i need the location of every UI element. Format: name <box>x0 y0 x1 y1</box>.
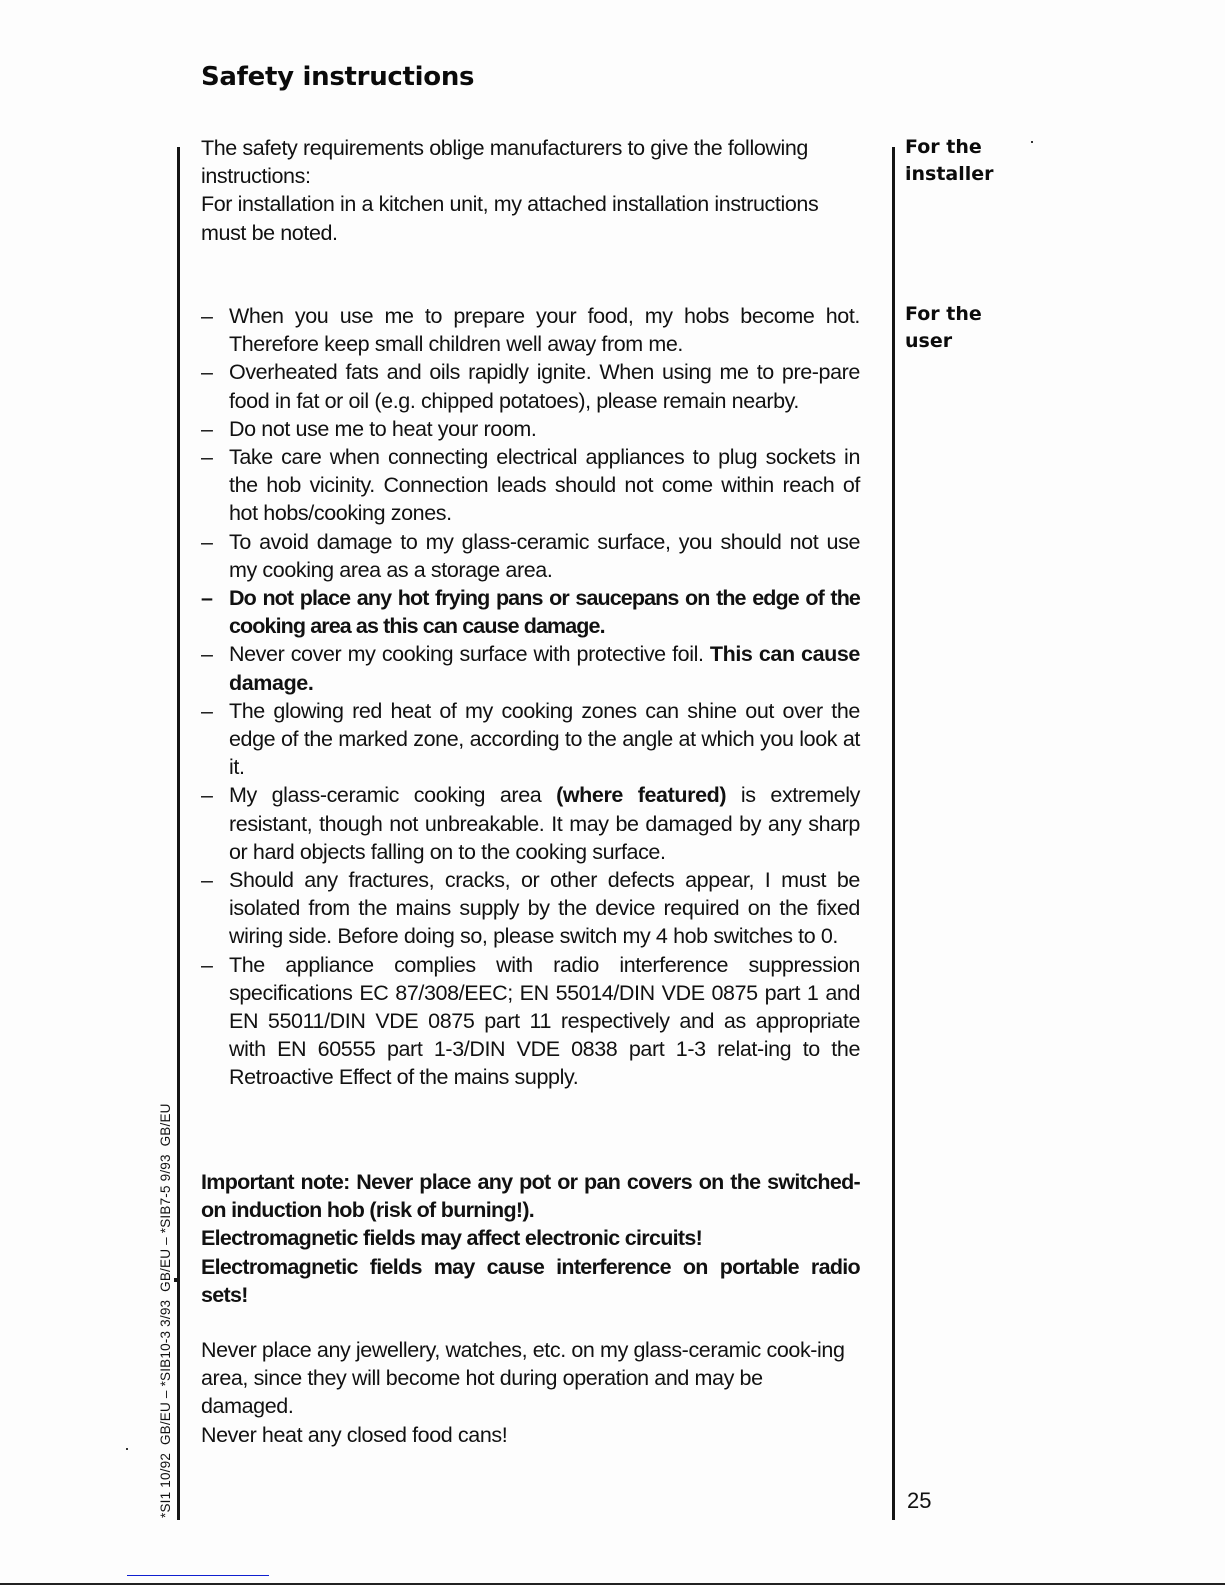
blue-underline-artifact <box>127 1575 269 1576</box>
closing-paragraph <box>201 1336 860 1449</box>
list-item: – The appliance complies with radio interference suppression specifications EC 87/308/EEC; EN 55014/DIN VDE 0875 part 1 and EN 55011/DIN VDE 0875 part 11 respectively and as appropriate with EN 60555 part 1-3/DIN VDE 0838 part 1-3 relat-ing to the Retroactive Effect of the mains supply. <box>201 952 860 1090</box>
safety-list <box>201 302 860 1092</box>
intro-line-requirements: The safety requirements oblige manufacturers to give the following instructions: <box>201 136 808 189</box>
important-note <box>201 1168 860 1309</box>
dash-bullet: – <box>201 416 213 441</box>
right-margin-rule <box>892 147 895 1520</box>
closing-jewellery: Never place any jewellery, watches, etc. on my glass-ceramic cook-ing area, since they will become hot during operation and may be damaged. <box>201 1338 845 1419</box>
dash-bullet: – <box>201 529 213 554</box>
dash-bullet: – <box>201 360 213 385</box>
left-margin-rule <box>177 147 180 1520</box>
list-item: – The glowing red heat of my cooking zones can shine out over the edge of the marked zone, according to the angle at which you look at it. <box>201 698 860 780</box>
closing-food-cans: Never heat any closed food cans! <box>201 1422 508 1447</box>
list-item: – To avoid damage to my glass-ceramic surface, you should not use my cooking area as a storage area. <box>201 529 860 582</box>
dash-bullet: – <box>201 586 213 611</box>
dash-bullet: – <box>201 698 213 723</box>
list-item: – Do not use me to heat your room. <box>201 415 860 443</box>
dash-bullet: – <box>201 445 213 470</box>
list-item-bold-warning: – Do not place any hot frying pans or saucepans on the edge of the cooking area as this can cause damage. <box>201 586 860 639</box>
main-text-column <box>201 134 860 1447</box>
list-item: – Should any fractures, cracks, or other defects appear, I must be isolated from the mains supply by the device required on the fixed wiring side. Before doing so, please switch my 4 hob switches to 0. <box>201 868 860 949</box>
list-item: – Take care when connecting electrical appliances to plug sockets in the hob vicinity. Connection leads should not come within reach of hot hobs/cooking zones. <box>201 445 860 526</box>
side-heading-user: For the user <box>905 303 982 352</box>
dash-bullet: – <box>201 952 213 977</box>
side-heading-installer: For the installer <box>905 136 994 185</box>
left-margin-rule-tick <box>174 1278 177 1282</box>
dash-bullet: – <box>201 783 213 808</box>
dash-bullet: – <box>201 642 213 667</box>
bold-emphasis: (where featured) <box>556 783 727 808</box>
important-note-burning: Important note: Never place any pot or pan covers on the switched-on induction hob (risk of burning!). <box>201 1170 860 1223</box>
page-number: 25 <box>907 1488 932 1513</box>
list-item: – Never cover my cooking surface with protective foil. This can cause damage. <box>201 642 860 695</box>
page-title: Safety instructions <box>201 62 475 92</box>
dash-bullet: – <box>201 868 213 893</box>
list-item: – Overheated fats and oils rapidly ignite. When using me to pre-pare food in fat or oil (e.g. chipped potatoes), please remain nearby. <box>201 360 860 413</box>
scan-speck <box>1031 141 1033 143</box>
document-reference-footer: *SI1 10/92 GB/EU – *SIB10-3 3/93 GB/EU – *SIB7-5 9/93 GB/EU <box>158 1103 173 1518</box>
dash-bullet: – <box>201 304 213 328</box>
bold-emphasis: This can cause damage. <box>229 642 860 695</box>
important-note-radio: Electromagnetic fields may cause interference on portable radio sets! <box>201 1254 860 1307</box>
intro-paragraph <box>201 134 860 247</box>
intro-line-installation: For installation in a kitchen unit, my attached installation instructions must be noted. <box>201 192 819 245</box>
list-item: – When you use me to prepare your food, my hobs become hot. Therefore keep small children well away from me. <box>201 304 860 357</box>
important-note-circuits: Electromagnetic fields may affect electronic circuits! <box>201 1226 703 1251</box>
list-item: – My glass-ceramic cooking area (where featured) is extremely resistant, though not unbreakable. It may be damaged by any sharp or hard objects falling on to the cooking surface. <box>201 783 860 864</box>
scan-speck <box>126 1448 128 1450</box>
